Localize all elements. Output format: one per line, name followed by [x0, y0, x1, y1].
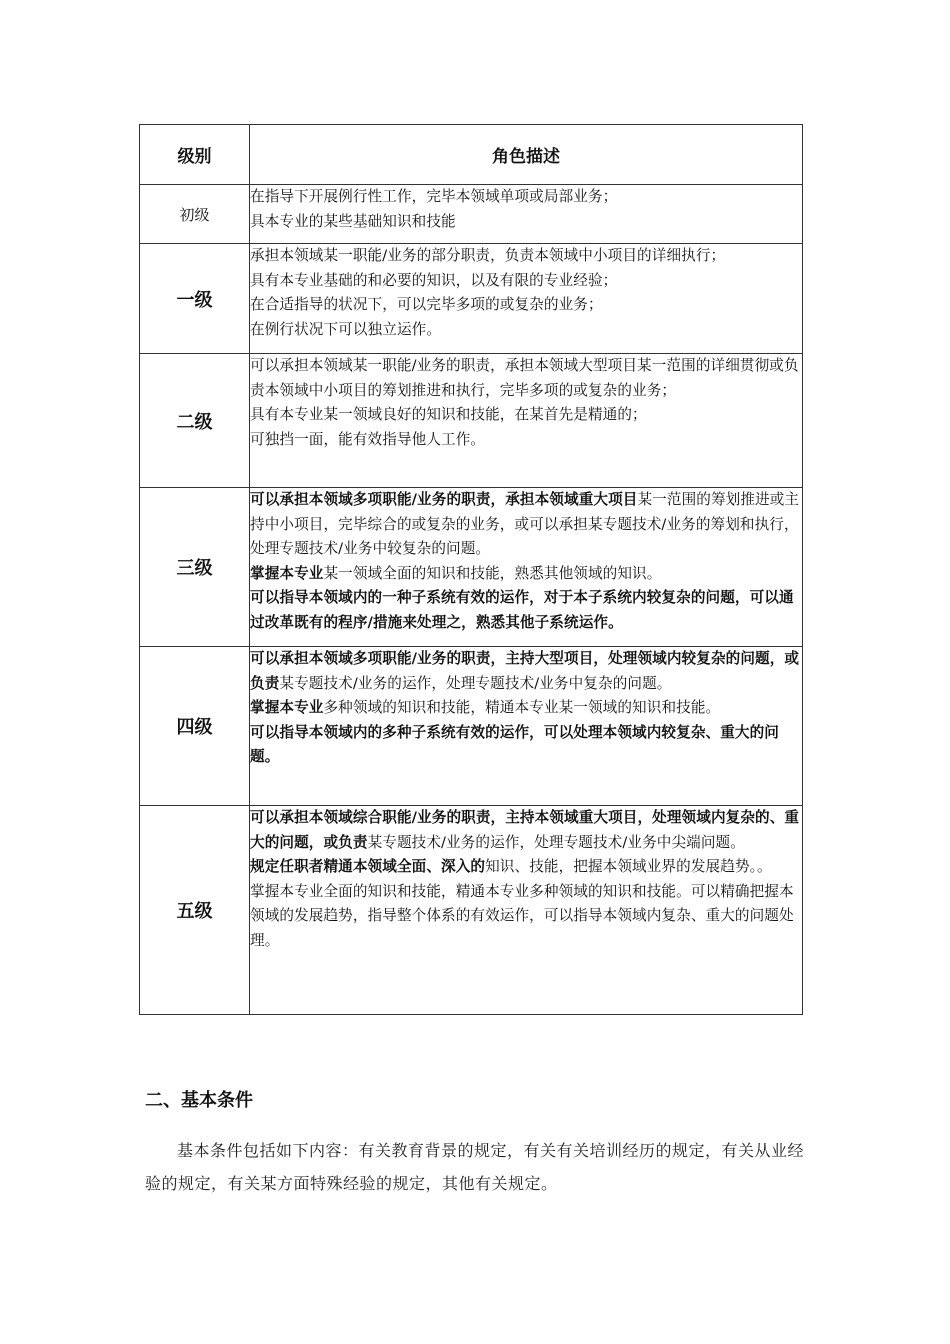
description-paragraph	[250, 586, 802, 635]
description-cell	[250, 488, 803, 647]
bold-text: 可以承担本领域多项职能/业务的职责，主持大型项目，处理领域内较复杂的问题，或负责	[250, 650, 800, 692]
bold-text: 掌握本专业	[250, 564, 324, 582]
description-line: 承担本领域某一职能/业务的部分职责，负责本领域中小项目的详细执行；	[250, 247, 726, 264]
section-paragraph: 基本条件包括如下内容：有关教育背景的规定，有关有关培训经历的规定，有关从业经验的规定，有关某方面特殊经验的规定，其他有关规定。	[145, 1141, 805, 1193]
bold-text: 可以指导本领域内的一种子系统有效的运作，对于本子系统内较复杂的问题，可以通过改革既有的程序/措施来处理之，熟悉其他子系统运作。	[250, 589, 794, 631]
bold-text: 可以指导本领域内的多种子系统有效的运作，可以处理本领域内较复杂、重大的问题。	[250, 723, 779, 765]
table-row	[140, 806, 803, 1015]
description-line: 具有本专业基础的和必要的知识，以及有限的专业经验；	[250, 271, 618, 289]
bold-text: 可以承担本领域多项职能/业务的职责，承担本领域重大项目	[250, 491, 638, 508]
regular-text: 某专题技术/业务的运作，处理专题技术/业务中复杂的问题。	[279, 674, 672, 692]
description-cell	[250, 647, 803, 806]
regular-text: 某一领域全面的知识和技能，熟悉其他领域的知识。	[323, 564, 662, 582]
regular-text: 某专题技术/业务的运作，处理专题技术/业务中尖端问题。	[367, 833, 745, 851]
header-level: 级别	[140, 125, 250, 185]
description-paragraph	[250, 488, 802, 562]
regular-text: 某一范围的筹划推进或主持中小项目，完毕综合的或复杂的业务，或可以承担某专题技术/业务的筹划和执行，处理专题技术/业务中较复杂的问题。	[250, 491, 800, 557]
description-paragraph: 掌握本专业全面的知识和技能，精通本专业多种领域的知识和技能。可以精确把握本领域的发展趋势，指导整个体系的有效运作，可以指导本领域内复杂、重大的问题处理。	[250, 882, 794, 949]
bold-text: 规定任职者精通本领域全面、深入的	[250, 858, 486, 875]
regular-text: 多种领域的知识和技能，精通本专业某一领域的知识和技能。	[323, 699, 721, 716]
description-paragraph	[250, 562, 802, 587]
section-title: 二、基本条件	[145, 1090, 253, 1111]
description-paragraph	[250, 696, 802, 721]
table-row	[140, 354, 803, 488]
table-header-row	[140, 125, 803, 185]
table-row	[140, 244, 803, 354]
description-paragraph	[250, 855, 802, 880]
description-cell	[250, 354, 803, 488]
description-line: 在例行状况下可以独立运作。	[250, 320, 442, 338]
description-paragraph	[250, 806, 802, 855]
level-cell: 初级	[140, 185, 250, 244]
description-line: 在指导下开展例行性工作，完毕本领域单项或局部业务；	[250, 188, 618, 205]
table-row	[140, 647, 803, 806]
description-line: 可以承担本领域某一职能/业务的职责，承担本领域大型项目某一范围的详细贯彻或负责本领域中小项目的筹划推进和执行，完毕多项的或复杂的业务；	[250, 357, 799, 399]
bold-text: 可以承担本领域综合职能/业务的职责，主持本领域重大项目，处理领域内复杂的、重大的问题，或负责	[250, 809, 800, 851]
level-cell: 三级	[140, 488, 250, 647]
description-line: 可独挡一面，能有效指导他人工作。	[250, 430, 486, 448]
level-cell: 一级	[140, 244, 250, 354]
description-paragraph	[250, 721, 802, 770]
description-cell	[250, 244, 803, 354]
regular-text: 知识、技能，把握本领域业界的发展趋势。。	[485, 858, 772, 875]
table-row	[140, 185, 803, 244]
description-cell	[250, 806, 803, 1015]
description-paragraph	[250, 647, 802, 696]
level-cell: 五级	[140, 806, 250, 1015]
description-line: 具有本专业某一领域良好的知识和技能，在某首先是精通的；	[250, 406, 647, 423]
table-row	[140, 488, 803, 647]
level-cell: 四级	[140, 647, 250, 806]
level-cell: 二级	[140, 354, 250, 488]
description-line: 在合适指导的状况下，可以完毕多项的或复杂的业务；	[250, 296, 603, 313]
role-level-table	[139, 124, 803, 1015]
bold-text: 掌握本专业	[250, 699, 324, 716]
description-line: 具本专业的某些基础知识和技能	[250, 212, 456, 230]
header-role-description: 角色描述	[250, 125, 803, 185]
description-cell	[250, 185, 803, 244]
